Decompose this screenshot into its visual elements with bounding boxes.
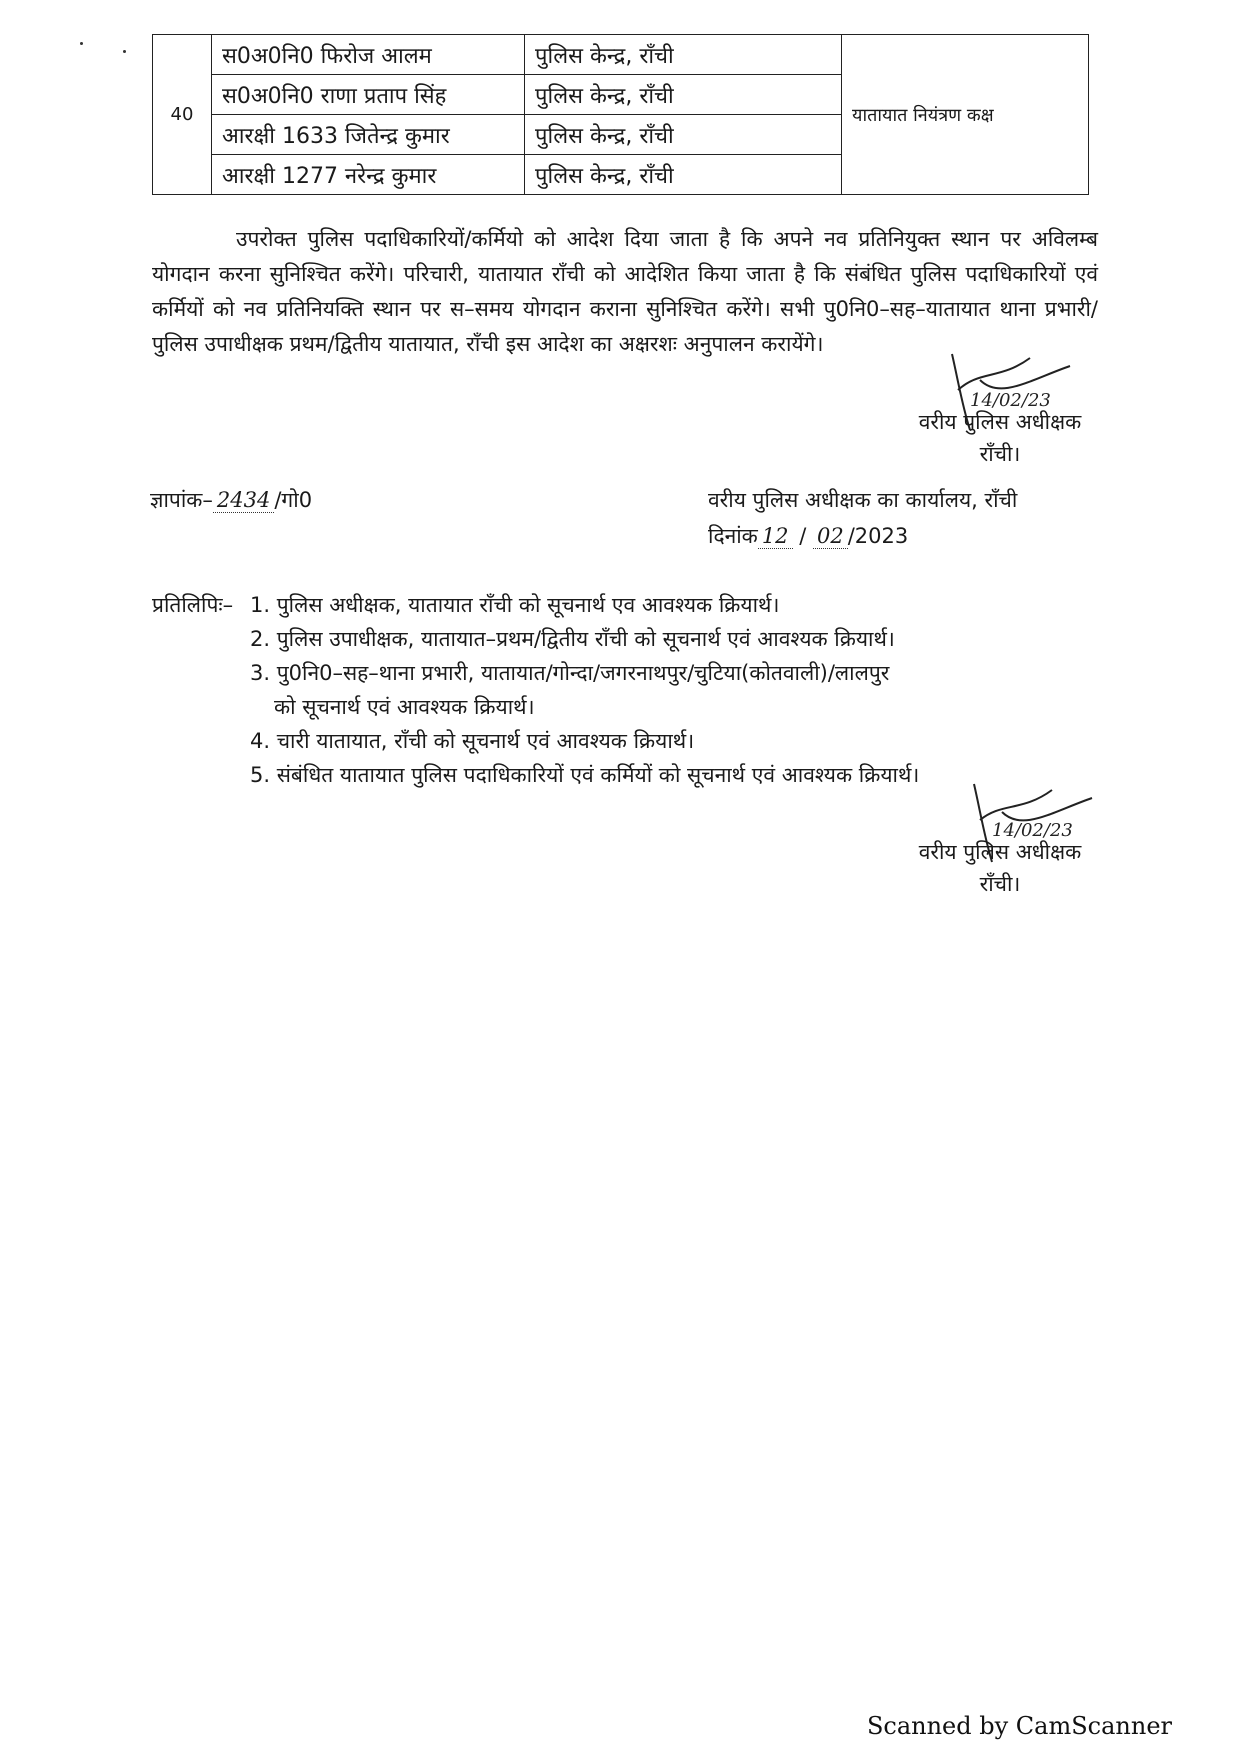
- signatory-title: वरीय पुलिस अधीक्षक: [918, 410, 1082, 434]
- signatory-place: राँची।: [979, 442, 1021, 466]
- date-line: दिनांक 12 / 02 /2023: [708, 524, 909, 548]
- signatory-place: राँची।: [979, 872, 1021, 896]
- list-item: को सूचनार्थ एवं आवश्यक क्रियार्थ।: [274, 695, 535, 719]
- officer-name: स0अ0नि0 राणा प्रताप सिंह: [212, 75, 525, 115]
- date-month: 02: [813, 524, 848, 549]
- current-place: पुलिस केन्द्र, राँची: [525, 155, 842, 195]
- signatory-block-1: [880, 406, 1120, 470]
- posting-place: यातायात नियंत्रण कक्ष: [842, 35, 1089, 195]
- officer-name: स0अ0नि0 फिरोज आलम: [212, 35, 525, 75]
- date-day: 12: [758, 524, 793, 549]
- list-item: 1. पुलिस अधीक्षक, यातायात राँची को सूचनार्थ एव आवश्यक क्रियार्थ।: [250, 593, 780, 617]
- copy-to-lead: प्रतिलिपिः–: [152, 593, 234, 617]
- date-year: /2023: [847, 524, 909, 548]
- order-paragraph: [152, 222, 1098, 362]
- memo-number-line: [150, 486, 312, 514]
- order-text: उपरोक्त पुलिस पदाधिकारियों/कर्मियो को आदेश दिया जाता है कि अपने नव प्रतिनियुक्त स्थान पर अविलम्ब योगदान करना सुनिश्चित करेंगे। परिचारी, यातायात राँची को आदेशित किया जाता है कि संबंधित पुलिस पदाधिकारियों एवं कर्मियों को नव प्रतिनियक्ति स्थान पर स–समय योगदान कराना सुनिश्चित करेंगे। सभी पु0नि0–सह–यातायात थाना प्रभारी/पुलिस उपाधीक्षक प्रथम/द्वितीय यातायात, राँची इस आदेश का अक्षरशः अनुपालन करायेंगे।: [152, 227, 1098, 356]
- memo-prefix: ज्ञापांक–: [150, 488, 213, 512]
- list-item: 4. चारी यातायात, राँची को सूचनार्थ एवं आवश्यक क्रियार्थ।: [250, 729, 695, 753]
- current-place: पुलिस केन्द्र, राँची: [525, 75, 842, 115]
- scan-speck: [123, 50, 126, 53]
- signatory-block-2: [880, 836, 1120, 900]
- officer-name: आरक्षी 1277 नरेन्द्र कुमार: [212, 155, 525, 195]
- list-item: 5. संबंधित यातायात पुलिस पदाधिकारियों एवं कर्मियों को सूचनार्थ एवं आवश्यक क्रियार्थ।: [250, 763, 920, 787]
- signature-date-2: 14/02/23: [992, 820, 1073, 841]
- copy-to-list: [152, 588, 1112, 792]
- scan-speck: [80, 42, 83, 45]
- date-prefix: दिनांक: [708, 524, 758, 548]
- list-item: 2. पुलिस उपाधीक्षक, यातायात–प्रथम/द्वितीय राँची को सूचनार्थ एवं आवश्यक क्रियार्थ।: [250, 627, 895, 651]
- office-name: वरीय पुलिस अधीक्षक का कार्यालय, राँची: [708, 488, 1018, 512]
- officer-name: आरक्षी 1633 जितेन्द्र कुमार: [212, 115, 525, 155]
- table-row: [153, 35, 1089, 75]
- memo-number: 2434: [213, 488, 274, 513]
- signature-date-1: 14/02/23: [970, 390, 1051, 411]
- posting-table: [152, 34, 1089, 195]
- signatory-title: वरीय पुलिस अधीक्षक: [918, 840, 1082, 864]
- list-item: 3. पु0नि0–सह–थाना प्रभारी, यातायात/गोन्दा/जगरनाथपुर/चुटिया(कोतवाली)/लालपुर: [250, 661, 890, 685]
- serial-number: 40: [153, 35, 212, 195]
- scanner-watermark: Scanned by CamScanner: [866, 1712, 1172, 1740]
- memo-suffix: /गो0: [274, 488, 313, 512]
- current-place: पुलिस केन्द्र, राँची: [525, 115, 842, 155]
- current-place: पुलिस केन्द्र, राँची: [525, 35, 842, 75]
